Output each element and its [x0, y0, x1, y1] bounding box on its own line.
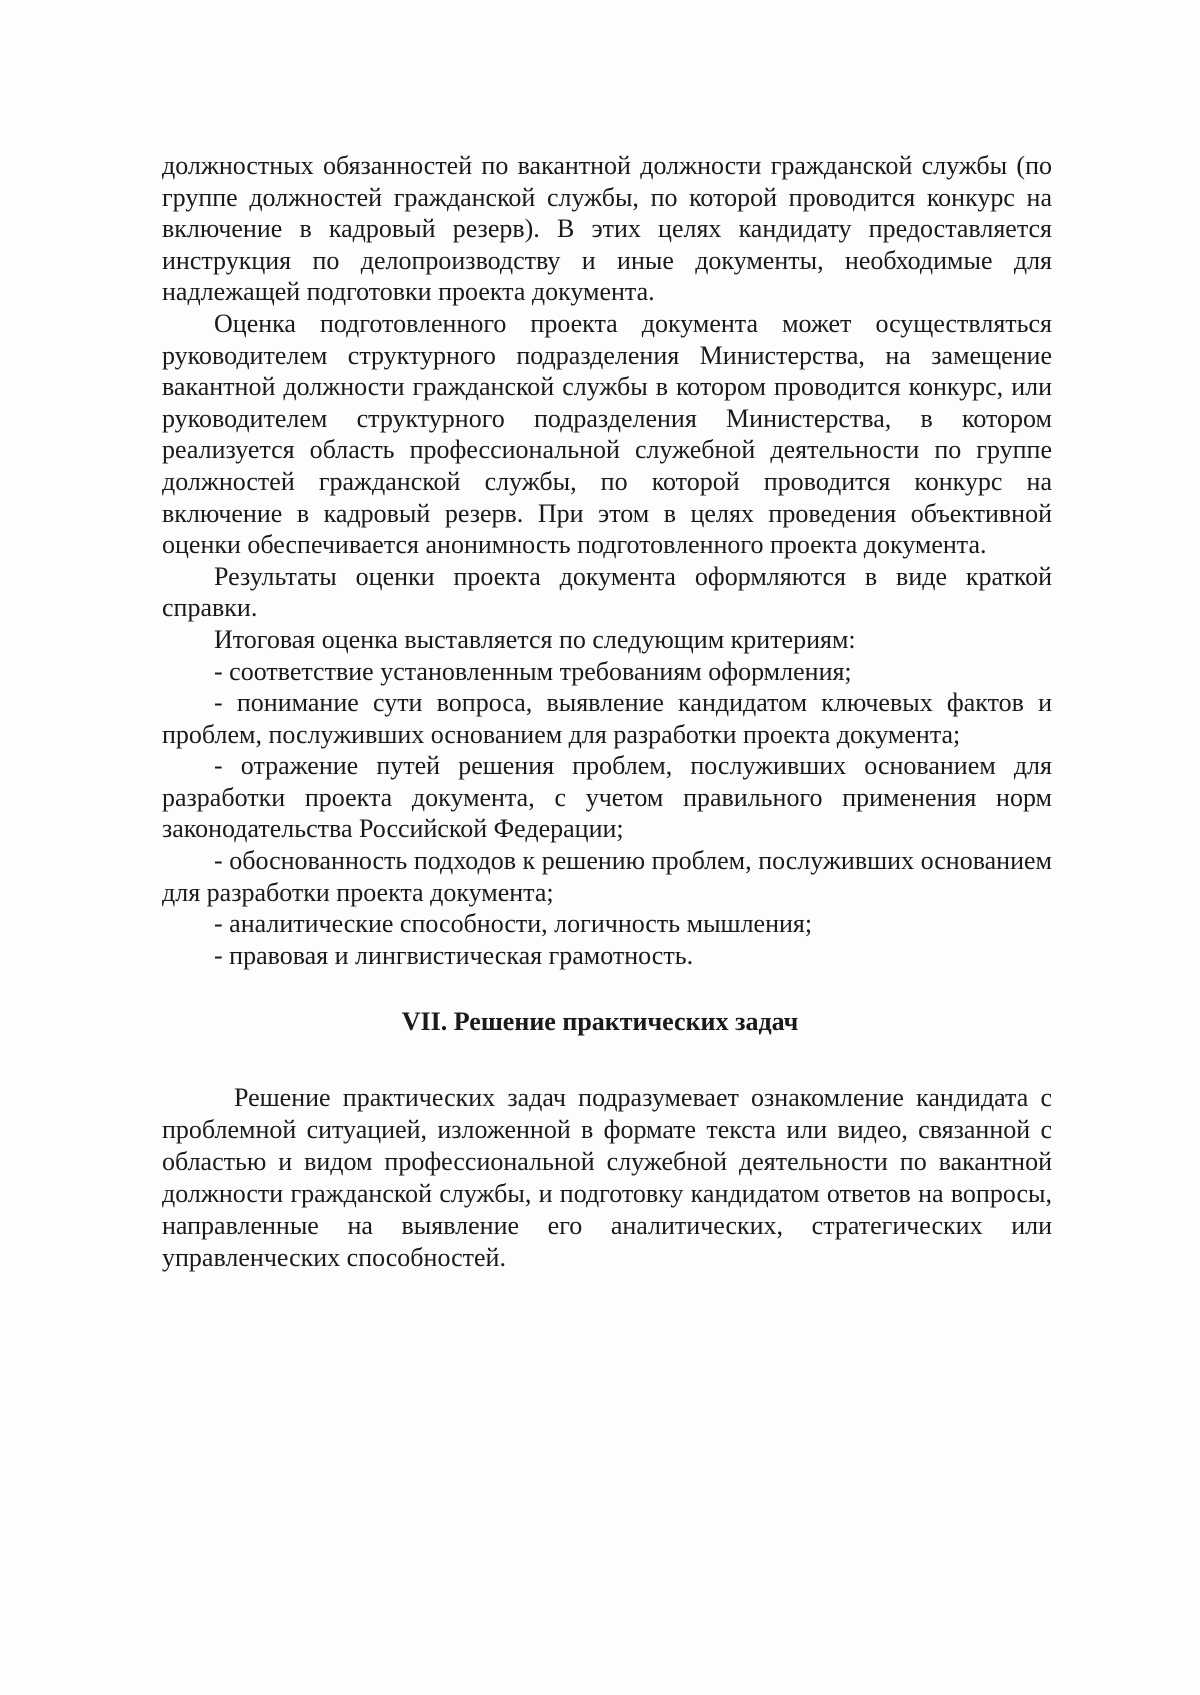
- criteria-item: - обоснованность подходов к решению проблем, послуживших основанием для разработки проекта документа;: [162, 846, 1052, 907]
- criteria-item: - отражение путей решения проблем, послуживших основанием для разработки проекта документа, с учетом правильного применения норм законодательства Российской Федерации;: [162, 751, 1052, 844]
- paragraph-practical-tasks: Решение практических задач подразумевает ознакомление кандидата с проблемной ситуацией, изложенной в формате текста или видео, связанной с областью и видом профессиональной служебной деятельности по вакантной должности гражданской службы, и подготовку кандидатом ответов на вопросы, направленные на выявление его аналитических, стратегических или управленческих способностей.: [162, 1083, 1052, 1273]
- document-body: [162, 150, 1052, 971]
- section-heading: VII. Решение практических задач: [401, 1007, 799, 1037]
- criteria-item: - понимание сути вопроса, выявление кандидатом ключевых фактов и проблем, послуживших основанием для разработки проекта документа;: [162, 688, 1052, 749]
- criteria-item: - аналитические способности, логичность мышления;: [214, 909, 813, 939]
- paragraph-criteria-intro: Итоговая оценка выставляется по следующим критериям:: [214, 624, 856, 654]
- paragraph-results: Результаты оценки проекта документа оформляются в виде краткой справки.: [162, 561, 1052, 623]
- paragraph-continuation: должностных обязанностей по вакантной должности гражданской службы (по группе должностей гражданской службы, по которой проводится конкурс на включение в кадровый резерв). В этих целях кандидату предоставляется инструкция по делопроизводству и иные документы, необходимые для надлежащей подготовки проекта документа.: [162, 151, 1052, 307]
- criteria-item: - правовая и лингвистическая грамотность.: [214, 940, 694, 970]
- section-body: [162, 1082, 1052, 1274]
- criteria-item: - соответствие установленным требованиям оформления;: [214, 656, 852, 686]
- paragraph-evaluation: Оценка подготовленного проекта документа может осуществляться руководителем структурного подразделения Министерства, на замещение вакантной должности гражданской службы в котором проводится конкурс, или руководителем структурного подразделения Министерства, в котором реализуется область профессиональной служебной деятельности по группе должностей гражданской службы, по которой проводится конкурс на включение в кадровый резерв. При этом в целях проведения объективной оценки обеспечивается анонимность подготовленного проекта документа.: [162, 308, 1052, 560]
